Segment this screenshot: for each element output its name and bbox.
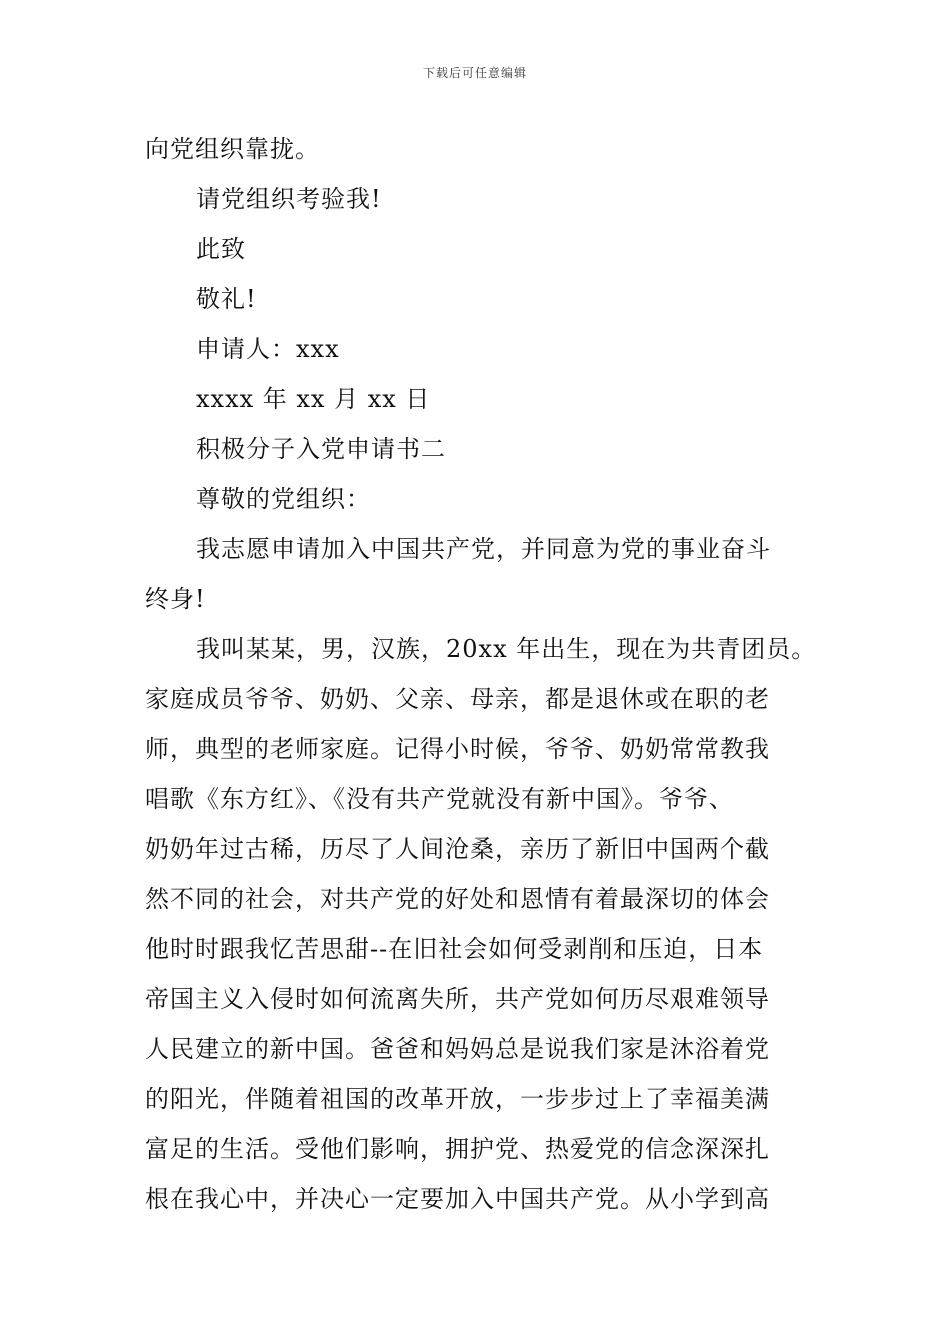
- text-line: 根在我心中，并决心一定要加入中国共产党。从小学到高: [145, 1185, 770, 1213]
- text-line: 奶奶年过古稀，历尽了人间沧桑，亲历了新旧中国两个截: [145, 835, 770, 863]
- text-line: 请党组织考验我!: [196, 185, 382, 213]
- text-line: 此致: [196, 235, 246, 263]
- text-line: 师，典型的老师家庭。记得小时候，爷爷、奶奶常常教我: [145, 735, 770, 763]
- text-line: 敬礼!: [196, 285, 257, 313]
- text-line: 申请人：xxx: [196, 335, 340, 363]
- text-line: 家庭成员爷爷、奶奶、父亲、母亲，都是退休或在职的老: [145, 685, 770, 713]
- text-line: 富足的生活。受他们影响，拥护党、热爱党的信念深深扎: [145, 1135, 770, 1163]
- text-line: 他时时跟我忆苦思甜--在旧社会如何受剥削和压迫，日本: [145, 935, 764, 963]
- text-line: xxxx 年 xx 月 xx 日: [196, 385, 431, 413]
- text-line: 向党组织靠拢。: [145, 135, 320, 163]
- text-line: 唱歌《东方红》、《没有共产党就没有新中国》。爷爷、: [145, 785, 734, 813]
- text-line: 积极分子入党申请书二: [196, 435, 446, 463]
- text-line: 终身!: [145, 585, 206, 613]
- text-line: 我叫某某，男，汉族，20xx 年出生，现在为共青团员。: [196, 635, 817, 663]
- text-line: 我志愿申请加入中国共产党，并同意为党的事业奋斗: [196, 535, 771, 563]
- text-line: 帝国主义入侵时如何流离失所，共产党如何历尽艰难领导: [145, 985, 770, 1013]
- text-line: 尊敬的党组织：: [196, 485, 371, 513]
- text-line: 人民建立的新中国。爸爸和妈妈总是说我们家是沐浴着党: [145, 1035, 770, 1063]
- text-line: 的阳光，伴随着祖国的改革开放，一步步过上了幸福美满: [145, 1085, 770, 1113]
- header-note: 下载后可任意编辑: [422, 66, 527, 80]
- text-line: 然不同的社会，对共产党的好处和恩情有着最深切的体会: [145, 885, 770, 913]
